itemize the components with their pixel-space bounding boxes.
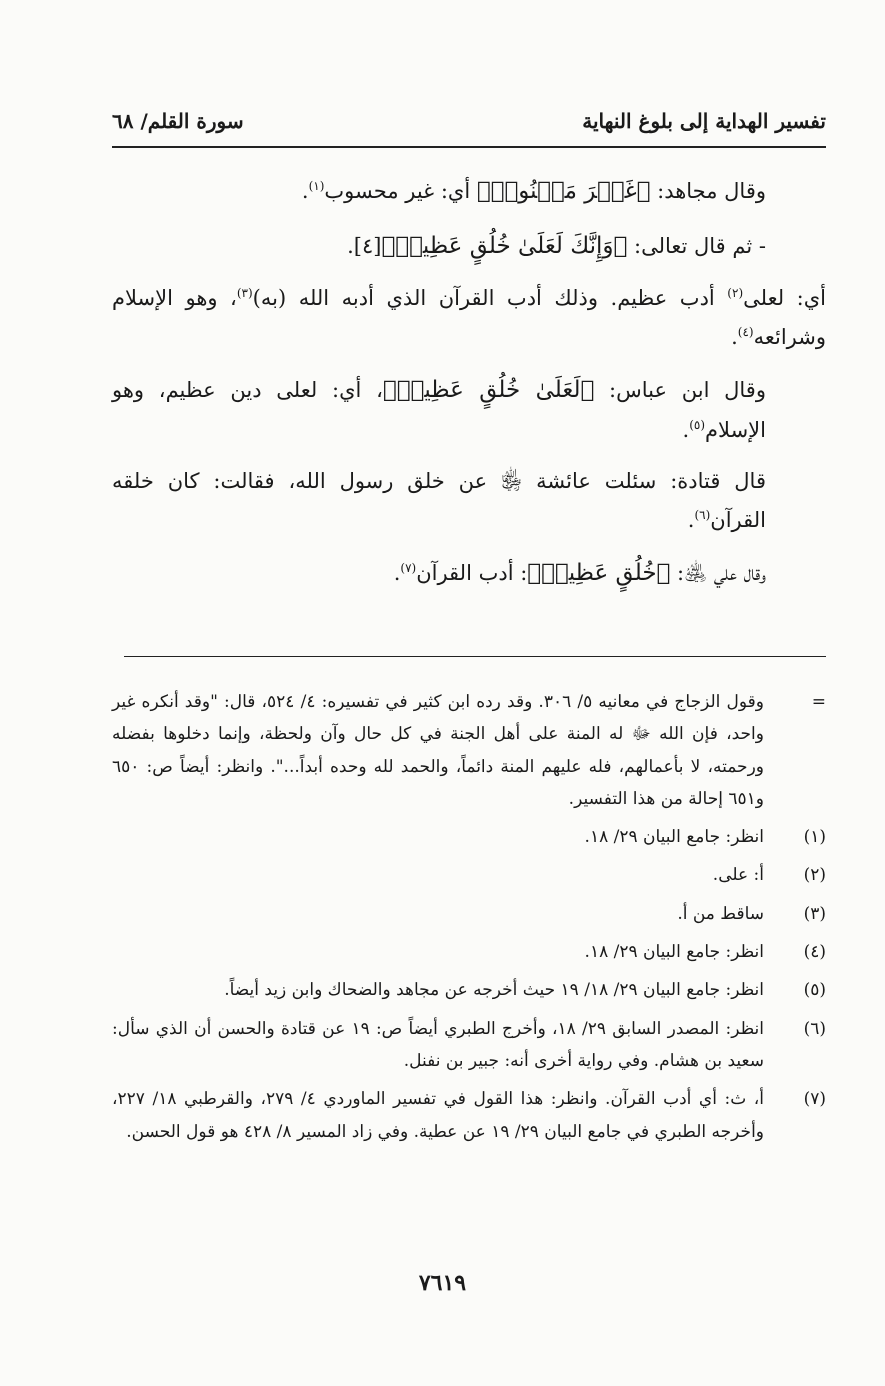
footnote-number: (٢) bbox=[803, 865, 826, 886]
footnote-text: انظر: جامع البيان ٢٩/ ١٨. bbox=[584, 827, 764, 848]
paragraph-adab bbox=[112, 279, 826, 357]
footnote-ref: (٥) bbox=[689, 418, 706, 433]
footnote-item bbox=[112, 1013, 826, 1078]
text: أدب عظيم. وذلك أدب القرآن الذي أدبه الله (به) bbox=[252, 286, 728, 311]
text: : أدب القرآن bbox=[416, 560, 528, 585]
footnote-number: (٥) bbox=[803, 980, 826, 1001]
footnote-item bbox=[112, 859, 826, 891]
paragraph-mujahid bbox=[112, 170, 826, 213]
text: أي: لعلى bbox=[743, 286, 826, 311]
quran-quote: ﴿لَعَلَىٰ خُلُقٍ عَظِيمٖ﴾ bbox=[382, 376, 595, 403]
footnote-text: انظر: جامع البيان ٢٩/ ١٨. bbox=[584, 942, 764, 963]
book-title: تفسير الهداية إلى بلوغ النهاية bbox=[582, 109, 826, 133]
footnote-ref: (٢) bbox=[727, 286, 744, 301]
text: . bbox=[682, 418, 690, 443]
footnote-text: أ: على. bbox=[712, 865, 764, 886]
running-header bbox=[112, 104, 826, 138]
footnote-item bbox=[112, 1083, 826, 1148]
footnote-ref: (١) bbox=[308, 179, 325, 193]
text: ، وهو الإسلام وشرائعه bbox=[112, 286, 826, 349]
footnote-item bbox=[112, 686, 826, 815]
quran-quote: ﴿غَيۡرَ مَمۡنُونٖ﴾ bbox=[476, 178, 651, 204]
text: وقال مجاهد: bbox=[650, 179, 766, 203]
footnote-ref: (٧) bbox=[400, 560, 417, 575]
page-number: ٧٦١٩ bbox=[418, 1270, 467, 1296]
paragraph-ibn-abbas bbox=[112, 369, 826, 450]
footnote-item bbox=[112, 821, 826, 853]
footnote-ref: (٣) bbox=[236, 286, 253, 301]
text: أي: غير محسوب bbox=[324, 179, 477, 203]
footnote-item bbox=[112, 936, 826, 968]
header-divider bbox=[112, 146, 826, 148]
surah-page-label: سورة القلم/ ٦٨ bbox=[112, 109, 244, 133]
footnote-text: أ، ث: أي أدب القرآن. وانظر: هذا القول في تفسير الماوردي ٤/ ٢٧٩، والقرطبي ١٨/ ٢٢٧، وأخرجه الطبري في جامع البيان ٢٩/ ١٩ عن عطية. وفي زاد المسير ٨/ ٤٢٨ هو قول الحسن. bbox=[112, 1089, 764, 1142]
footnote-ref: (٦) bbox=[694, 508, 711, 523]
footnote-number: = bbox=[811, 692, 826, 712]
footnote-text: ساقط من أ. bbox=[677, 903, 764, 924]
verse-number: [٤]. bbox=[347, 233, 382, 258]
footnote-item bbox=[112, 974, 826, 1006]
footnote-text: انظر: المصدر السابق ٢٩/ ١٨، وأخرج الطبري أيضاً ص: ١٩ عن قتادة والحسن أن الذي سأل: سعيد بن هشام. وفي رواية أخرى أنه: جبير بن نفنل. bbox=[112, 1018, 764, 1071]
quran-quote: ﴿خُلُقٍ عَظِيمٖ﴾ bbox=[527, 559, 671, 586]
paragraph-ali bbox=[112, 552, 826, 595]
quran-quote: ﴿وَإِنَّكَ لَعَلَىٰ خُلُقٍ عَظِيمٖ﴾ bbox=[381, 232, 628, 259]
text: - ثم قال تعالى: bbox=[627, 233, 766, 258]
footnote-number: (٤) bbox=[803, 942, 826, 963]
paragraph-qatada bbox=[112, 462, 826, 540]
text: . bbox=[301, 179, 309, 203]
footnote-item bbox=[112, 898, 826, 930]
footnote-number: (٣) bbox=[803, 903, 826, 924]
text: . bbox=[731, 324, 738, 349]
text: ، أي: لعلى دين عظيم، وهو الإسلام bbox=[112, 377, 766, 443]
footnotes bbox=[112, 686, 826, 1154]
footnote-number: (٦) bbox=[803, 1018, 826, 1039]
text: . bbox=[687, 508, 695, 533]
footnote-number: (٧) bbox=[803, 1089, 826, 1110]
footnote-text: وقول الزجاج في معانيه ٥/ ٣٠٦. وقد رده ابن كثير في تفسيره: ٤/ ٥٢٤، قال: "وقد أنكره غير واحد، فإن الله ﷻ له المنة على أهل الجنة في كل حال وآن ولحظة، وإنما دخلوها بفضله ورحمته، لا بأعمالهم، فله عليهم المنة دائماً، والحمد لله وحده أبداً...". وانظر: أيضاً ص: ٦٥٠ و٦٥١ إحالة من هذا التفسير. bbox=[112, 692, 764, 809]
text: وقال ابن عباس: bbox=[594, 377, 766, 402]
text: قال قتادة: سئلت عائشة ﵂ عن خلق رسول الله، فقالت: كان خلقه القرآن bbox=[112, 469, 766, 533]
text: وقال علي ﵁: bbox=[670, 560, 766, 585]
footnote-ref: (٤) bbox=[737, 324, 754, 339]
main-text bbox=[112, 170, 826, 606]
paragraph-verse bbox=[112, 225, 826, 268]
text: . bbox=[393, 560, 401, 585]
footnote-divider bbox=[124, 656, 826, 657]
footnote-number: (١) bbox=[803, 827, 826, 848]
footnote-text: انظر: جامع البيان ٢٩/ ١٨/ ١٩ حيث أخرجه عن مجاهد والضحاك وابن زيد أيضاً. bbox=[224, 980, 764, 1001]
